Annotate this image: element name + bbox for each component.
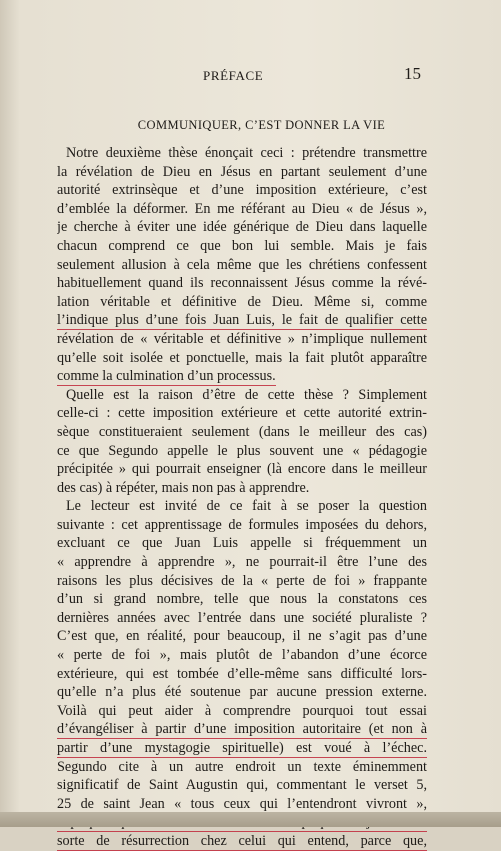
text-line xyxy=(57,497,427,516)
text-line xyxy=(57,274,427,293)
line-text: précipitée » qui pourrait enseigner (là encore dans le meilleur xyxy=(57,461,427,478)
line-text: Quelle est la raison d’être de cette thèse ? Simplement xyxy=(66,386,427,403)
text-line xyxy=(57,795,427,814)
line-text: lation véritable et définitive de Dieu. Même si, comme xyxy=(57,293,427,310)
line-text: ce que Segundo appelle le plus souvent une « pédagogie xyxy=(57,442,427,459)
line-text: d’emblée la déformer. En me référant au Dieu « de Jésus », xyxy=(57,200,427,217)
text-line xyxy=(57,627,427,646)
text-line xyxy=(57,181,427,200)
text-line xyxy=(57,200,427,219)
line-text: « perte de foi », mais plutôt de l’abandon d’une écorce xyxy=(57,647,427,664)
text-line xyxy=(57,367,427,386)
text-line xyxy=(57,237,427,256)
line-text: raisons les plus décisives de la « perte de foi » frappante xyxy=(57,572,427,589)
line-text: je cherche à éviter une idée générique de Dieu dans laquelle xyxy=(57,219,427,236)
line-text: excluant ce que Juan Luis appelle si fréquemment un xyxy=(57,535,427,552)
underlined-text: l’indique plus d’une fois Juan Luis, le fait de qualifier cette xyxy=(57,312,427,329)
line-text: suivante : cet apprentissage de formules imposées du dehors, xyxy=(57,516,427,533)
line-text: autorité extrinsèque et d’une imposition extérieure, c’est xyxy=(57,182,427,199)
text-line xyxy=(57,163,427,182)
body-text xyxy=(57,144,427,851)
text-line xyxy=(57,293,427,312)
text-line xyxy=(57,516,427,535)
line-text: d’un si grand nombre, telle que nous la constatons ces xyxy=(57,591,427,608)
underlined-text: Voilà qui peut aider à comprendre pourquoi tout essai xyxy=(57,702,427,719)
text-line xyxy=(57,479,427,498)
text-line xyxy=(57,590,427,609)
text-line xyxy=(57,256,427,275)
text-line xyxy=(57,776,427,795)
text-line xyxy=(57,534,427,553)
text-line xyxy=(57,832,427,851)
running-title: PRÉFACE xyxy=(203,68,264,83)
line-text: 25 de saint Jean « tous ceux qui l’entendront vivront », xyxy=(57,795,427,812)
text-line xyxy=(57,349,427,368)
line-text: C’est que, en réalité, pour beaucoup, il ne s’agit pas d’une xyxy=(57,628,427,645)
line-text: des cas) à répéter, mais non pas à apprendre. xyxy=(57,479,310,496)
text-line xyxy=(57,739,427,758)
line-text: révélation de « véritable et définitive » n’implique nullement xyxy=(57,330,427,347)
text-line xyxy=(57,720,427,739)
line-text: chacun comprend ce que bon lui semble. Mais je fais xyxy=(57,237,427,254)
line-text: Notre deuxième thèse énonçait ceci : prétendre transmettre xyxy=(66,145,427,161)
text-line xyxy=(57,553,427,572)
line-text: celle-ci : cette imposition extérieure et cette autorité extrin- xyxy=(57,405,427,422)
text-line xyxy=(57,665,427,684)
underlined-text: comme la culmination d’un processus. xyxy=(57,368,276,385)
text-line xyxy=(57,144,427,163)
line-text: sèque constitueraient seulement (dans le meilleur des cas) xyxy=(57,423,427,440)
underlined-text: sorte de résurrection chez celui qui entend, parce que, xyxy=(57,832,427,849)
underlined-text: qu’elle soit isolée et ponctuelle, mais la fait plutôt apparaître xyxy=(57,349,427,366)
text-line xyxy=(57,702,427,721)
text-line xyxy=(57,330,427,349)
line-text: dernières années avec l’entrée dans une société pluraliste ? xyxy=(57,609,427,626)
text-line xyxy=(57,442,427,461)
page-number: 15 xyxy=(404,64,421,83)
line-text: significatif de Saint Augustin qui, commentant le verset 5, xyxy=(57,777,427,794)
chapter-title: COMMUNIQUER, C’EST DONNER LA VIE xyxy=(137,118,386,132)
line-text: la révélation de Dieu en Jésus en partant seulement d’une xyxy=(57,163,427,180)
line-text: extérieure, qui est tombée d’elle-même sans difficulté lors- xyxy=(57,665,427,682)
text-line xyxy=(57,386,427,405)
line-text: habituellement quand ils reconnaissent Jésus comme la révé- xyxy=(57,275,427,292)
text-line xyxy=(57,311,427,330)
line-text: Le lecteur est invité de ce fait à se poser la question xyxy=(66,498,427,515)
line-text: « apprendre à apprendre », ne pourrait-il être l’une des xyxy=(57,554,427,571)
text-line xyxy=(57,404,427,423)
text-line xyxy=(57,646,427,665)
line-text: Segundo cite à un autre endroit un texte éminemment xyxy=(57,758,427,775)
text-line xyxy=(57,758,427,777)
text-line xyxy=(57,683,427,702)
text-line xyxy=(57,423,427,442)
text-line xyxy=(57,572,427,591)
text-line xyxy=(57,460,427,479)
underlined-text: partir d’une mystagogie spirituelle) est voué à l’échec. xyxy=(57,740,427,756)
line-text: seulement allusion à cela même que les chrétiens confessent xyxy=(57,256,427,273)
text-line xyxy=(57,218,427,237)
page-bottom-edge xyxy=(0,812,501,827)
line-text: qu’elle n’a plus été soutenue par aucune pression externe. xyxy=(57,684,427,701)
underlined-text: d’évangéliser à partir d’une imposition autoritaire (et non à xyxy=(57,721,427,738)
text-line xyxy=(57,609,427,628)
